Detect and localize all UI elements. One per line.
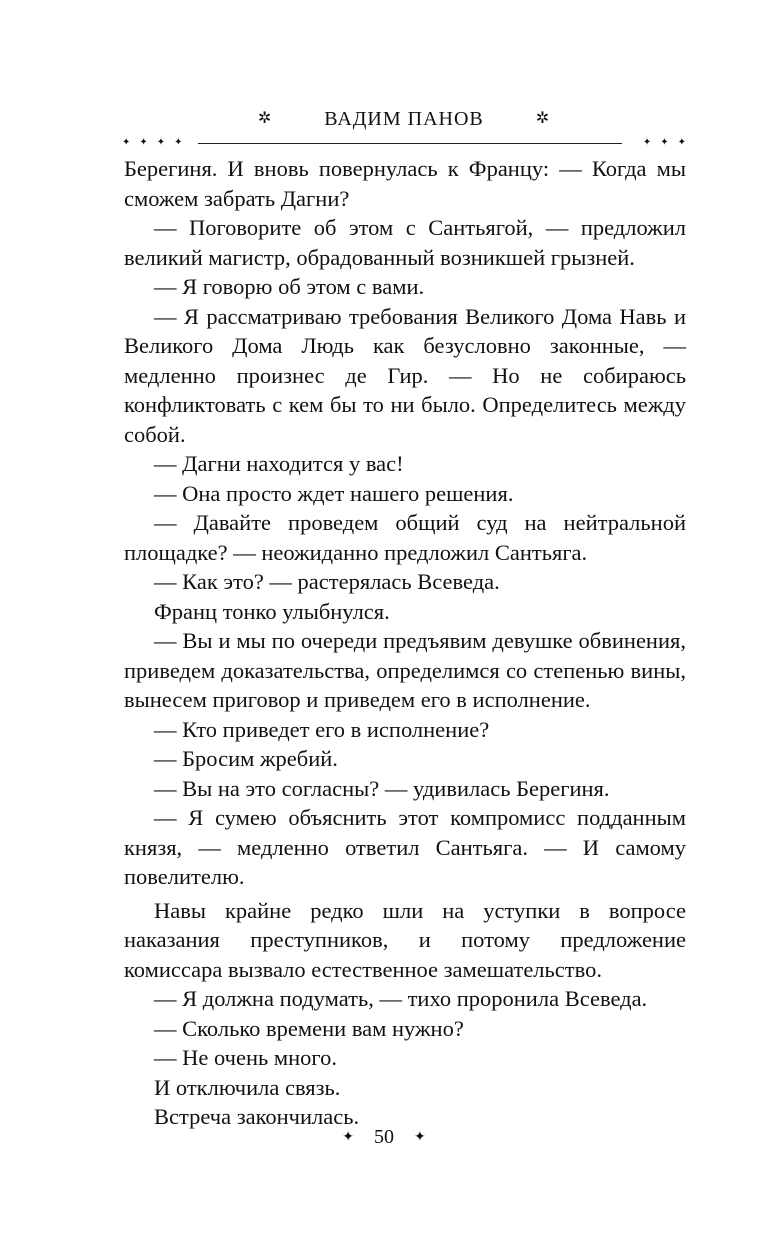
header-rule	[122, 137, 695, 149]
paragraph: Берегиня. И вновь повернулась к Францу: — Когда мы сможем забрать Дагни?	[124, 156, 686, 211]
paragraph: — Я сумею объяснить этот компромисс подданным князя, — медленно ответил Сантьяга. — И самому повелителю.	[124, 805, 686, 889]
rule-dots-right-icon: ✦✦✦	[642, 137, 695, 148]
page-footer	[0, 1126, 768, 1149]
paragraph: — Кто приведет его в исполнение?	[154, 716, 490, 742]
star-right-icon: ✦	[414, 1130, 426, 1145]
running-head	[124, 104, 684, 134]
ornament-left-icon: ✲	[257, 110, 273, 127]
page-number: 50	[374, 1126, 394, 1148]
paragraph: Франц тонко улыбнулся.	[154, 598, 390, 624]
paragraph: — Бросим жребий.	[154, 746, 338, 771]
paragraph: — Дагни находится у вас!	[154, 451, 404, 476]
paragraph: — Как это? — растерялась Всеведа.	[154, 569, 500, 594]
paragraph: — Я должна подумать, — тихо проронила Всеведа.	[154, 986, 648, 1011]
body-text	[124, 154, 686, 1132]
rule-line	[198, 143, 622, 144]
star-left-icon: ✦	[342, 1130, 354, 1145]
paragraph: Навы крайне редко шли на уступки в вопросе наказания преступников, и потому предложение комиссара вызвало естественное замешательство.	[124, 897, 686, 982]
paragraph: — Она просто ждет нашего решения.	[154, 480, 514, 506]
ornament-right-icon: ✲	[535, 110, 551, 127]
paragraph: — Не очень много.	[154, 1045, 337, 1070]
paragraph: — Я рассматриваю требования Великого Дома Навь и Великого Дома Людь как безусловно законные, — медленно произнес де Гир. — Но не собираюсь конфликтовать с кем бы то ни было. Определитесь между собой.	[124, 303, 686, 447]
paragraph: — Сколько времени вам нужно?	[154, 1015, 464, 1041]
paragraph: — Вы и мы по очереди предъявим девушке обвинения, приведем доказательства, определимся со степенью вины, вынесем приговор и приведем его в исполнение.	[124, 628, 686, 712]
paragraph: Встреча закончилась.	[154, 1104, 360, 1129]
paragraph: — Я говорю об этом с вами.	[154, 274, 425, 299]
paragraph: — Вы на это согласны? — удивилась Берегиня.	[154, 775, 610, 801]
paragraph: И отключила связь.	[154, 1074, 341, 1100]
rule-dots-left-icon: ✦✦✦✦	[122, 137, 192, 148]
running-head-title: ВАДИМ ПАНОВ	[324, 107, 484, 130]
paragraph: — Поговорите об этом с Сантьягой, — предложил великий магистр, обрадованный возникшей грызней.	[124, 215, 686, 270]
paragraph: — Давайте проведем общий суд на нейтральной площадке? — неожиданно предложил Сантьяга.	[124, 510, 686, 565]
